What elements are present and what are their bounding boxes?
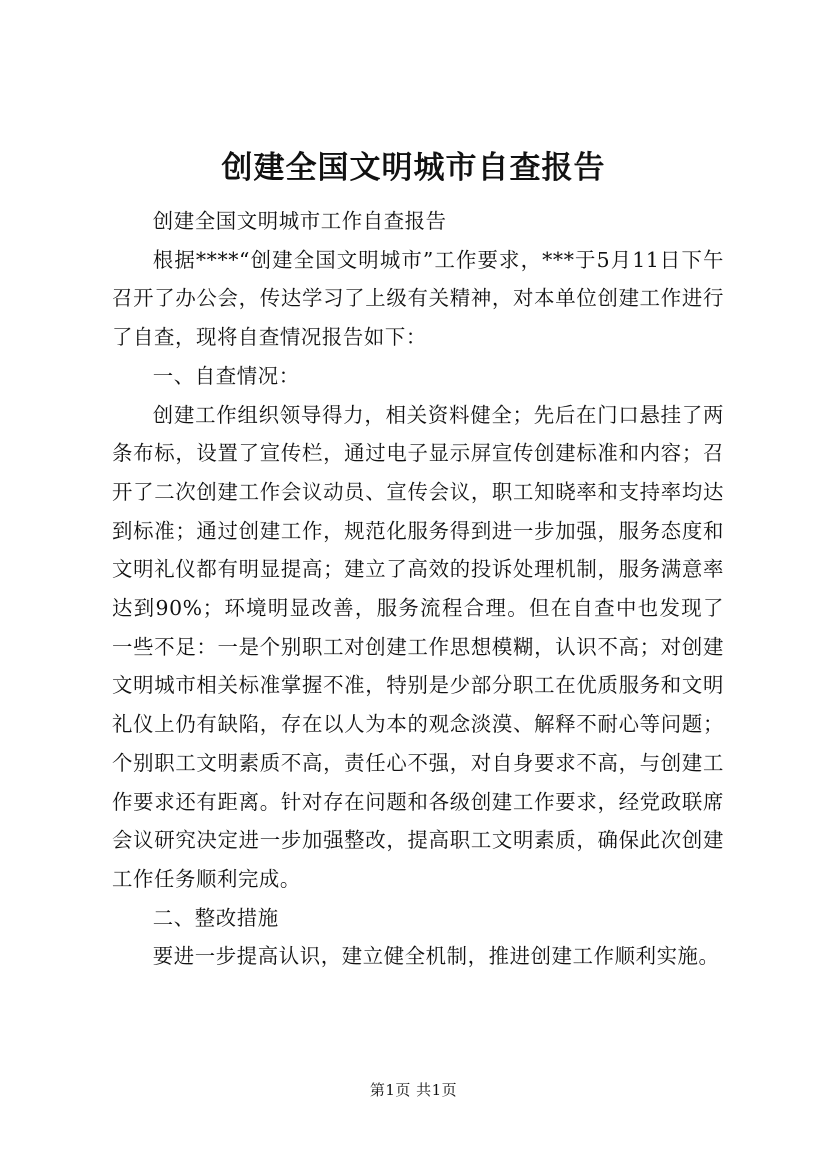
self-check-paragraph: 创建工作组织领导得力，相关资料健全；先后在门口悬挂了两条布标，设置了宣传栏，通过电子显示屏宣传创建标准和内容；召开了二次创建工作会议动员、宣传会议，职工知晓率和支持率均达到标准；通过创建工作，规范化服务得到进一步加强，服务态度和文明礼仪都有明显提高；建立了高效的投诉处理机制，服务满意率达到90%；环境明显改善，服务流程合理。但在自查中也发现了一些不足：一是个别职工对创建工作思想模糊，认识不高；对创建文明城市相关标准掌握不准，特别是少部分职工在优质服务和文明礼仪上仍有缺陷，存在以人为本的观念淡漠、解释不耐心等问题；个别职工文明素质不高，责任心不强，对自身要求不高，与创建工作要求还有距离。针对存在问题和各级创建工作要求，经党政联席会议研究决定进一步加强整改，提高职工文明素质，确保此次创建工作任务顺利完成。 [112,402,724,891]
section-heading-measures: 二、整改措施 [152,905,279,930]
page-footer: 第1页 共1页 [369,1081,458,1099]
document-body [112,202,724,976]
subtitle-paragraph: 创建全国文明城市工作自查报告 [152,209,447,233]
measures-paragraph: 要进一步提高认识，建立健全机制，推进创建工作顺利实施。 [152,944,720,969]
section-heading-self-check: 一、自查情况： [152,363,300,388]
document-title: 创建全国文明城市自查报告 [221,150,606,186]
intro-paragraph: 根据****“创建全国文明城市”工作要求，***于5月11日下午召开了办公会，传达学习了上级有关精神，对本单位创建工作进行了自查，现将自查情况报告如下： [112,247,724,350]
